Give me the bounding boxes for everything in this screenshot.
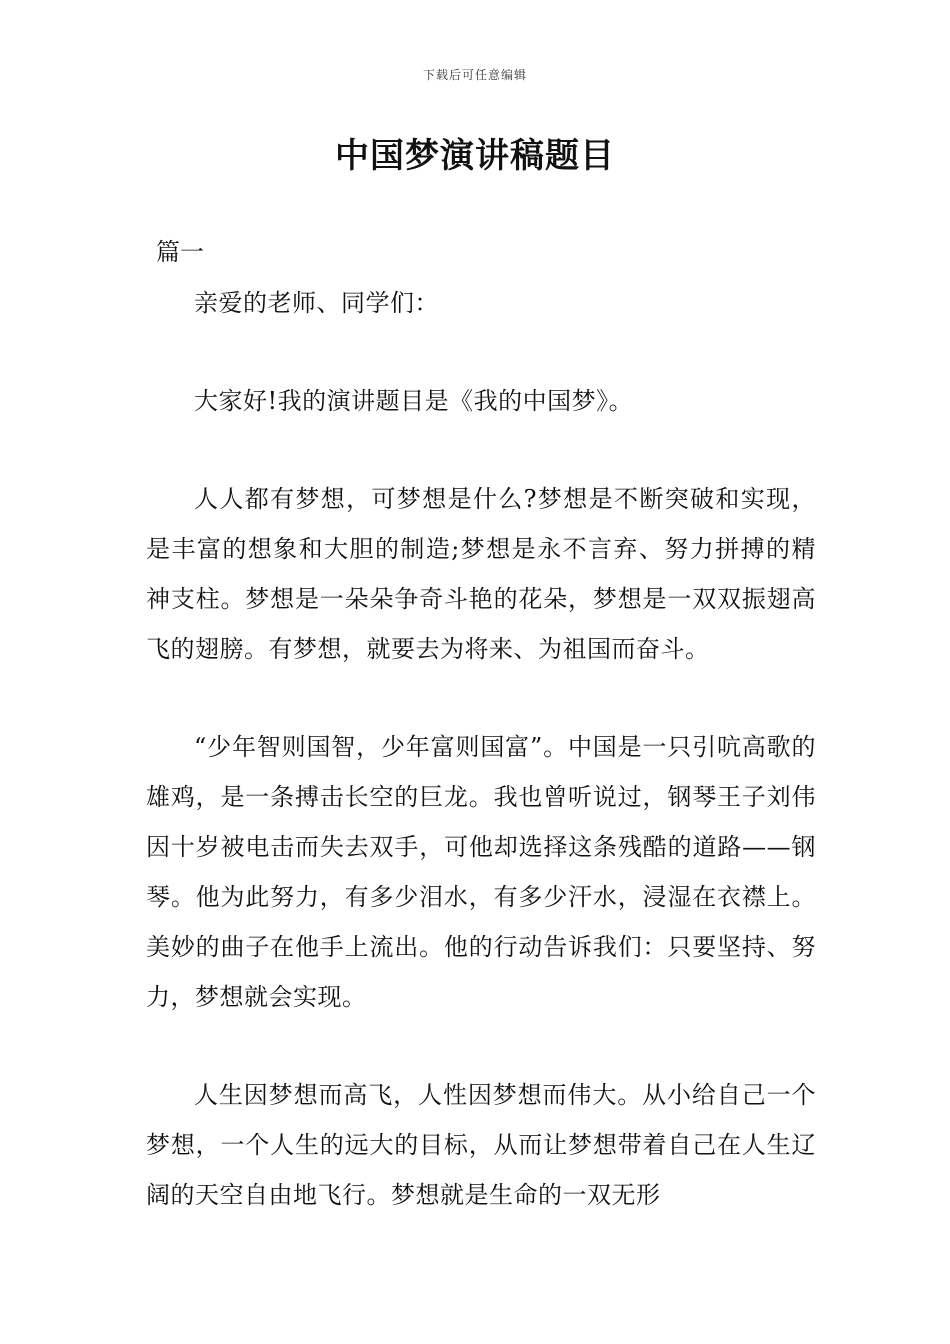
paragraph-intro: 大家好!我的演讲题目是《我的中国梦》。 [194,387,634,415]
section-label: 篇一 [156,238,204,266]
paragraph-dream-definition: 人人都有梦想，可梦想是什么?梦想是不断突破和实现，是丰富的想象和大胆的制造;梦想是永不言弃、努力拼搏的精神支柱。梦想是一朵朵争奇斗艳的花朵，梦想是一双双振翅高飞的翅膀。有梦想，就要去为将来、为祖国而奋斗。 [146,485,816,663]
document-title: 中国梦演讲稿题目 [335,136,615,176]
paragraph-liu-wei-story: “少年智则国智，少年富则国富”。中国是一只引吭高歌的雄鸡，是一条搏击长空的巨龙。我也曾听说过，钢琴王子刘伟因十岁被电击而失去双手，可他却选择这条残酷的道路——钢琴。他为此努力，有多少泪水，有多少汗水，浸湿在衣襟上。美妙的曲子在他手上流出。他的行动告诉我们：只要坚持、努力，梦想就会实现。 [146,733,816,1011]
paragraph-greeting: 亲爱的老师、同学们： [194,289,439,317]
document-body [146,278,816,1268]
paragraph-life-dream: 人生因梦想而高飞，人性因梦想而伟大。从小给自己一个梦想，一个人生的远大的目标，从而让梦想带着自己在人生辽阔的天空自由地飞行。梦想就是生命的一双无形 [146,1081,816,1209]
page-header-note: 下载后可任意编辑 [422,68,527,82]
